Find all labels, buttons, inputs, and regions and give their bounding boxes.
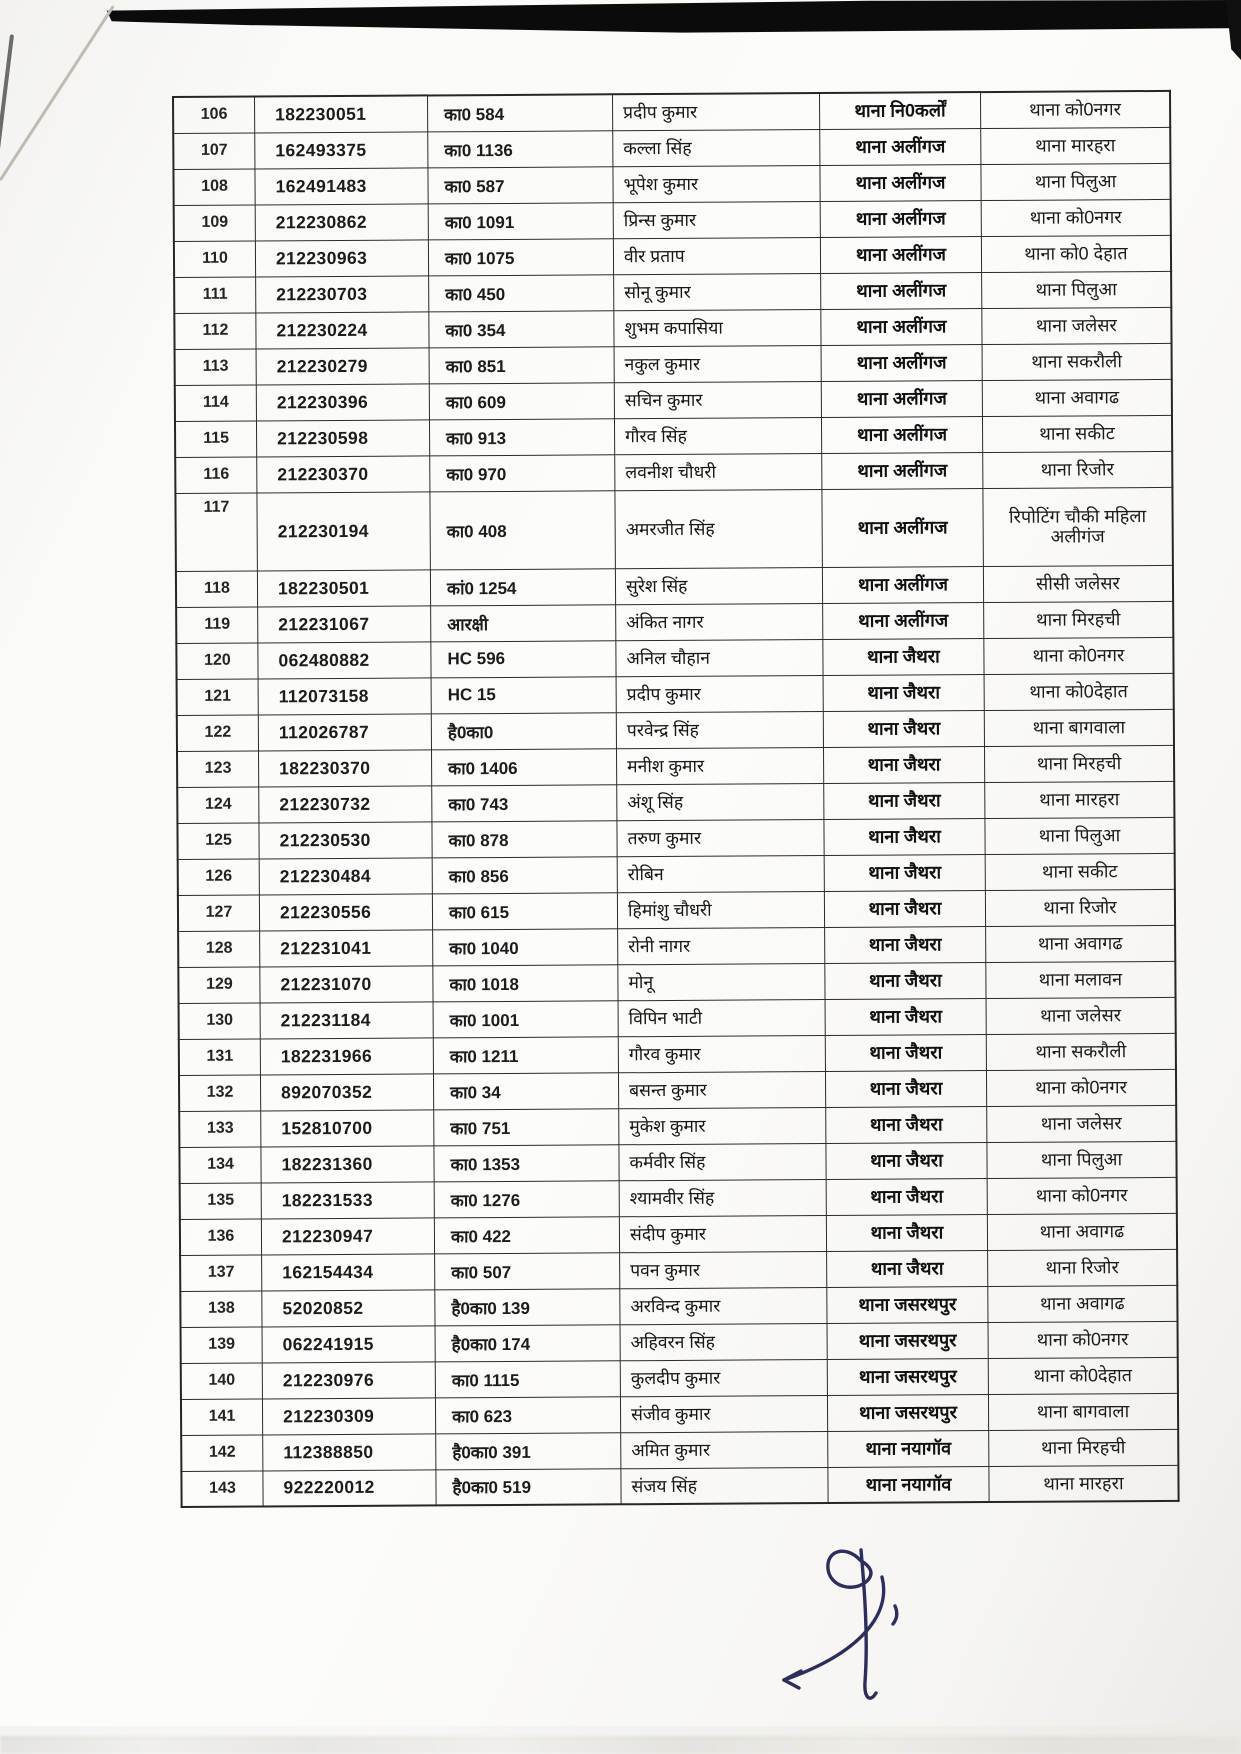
cell-name: संदीप कुमार [619,1215,826,1252]
cell-to-thana: थाना को0नगर [984,637,1174,674]
cell-pno: 212230396 [256,383,429,420]
table-row [178,853,1175,895]
cell-name: शुभम कपासिया [614,309,821,346]
table-row [179,997,1176,1039]
cell-rank: का0 1406 [431,748,616,785]
cell-to-thana: सीसी जलेसर [983,565,1173,602]
cell-to-thana: थाना पिलुआ [982,271,1172,308]
table-row [173,163,1170,205]
table-row [181,1357,1178,1399]
cell-pno: 162154434 [262,1253,435,1290]
table-row [181,1321,1178,1363]
table-row [174,271,1171,313]
cell-pno: 212231184 [260,1001,433,1038]
cell-pno: 212230598 [256,419,429,456]
cell-rank: का0 584 [428,94,613,131]
cell-rank: का0 623 [435,1396,620,1433]
cell-pno: 112073158 [258,677,431,714]
cell-name: रोबिन [617,855,824,892]
cell-pno: 162493375 [255,131,428,168]
cell-serial: 109 [174,204,256,240]
cell-pno: 892070352 [260,1073,433,1110]
cell-from-thana: थाना जैथरा [824,818,985,855]
cell-pno: 212231041 [260,929,433,966]
cell-serial: 133 [179,1110,261,1146]
cell-pno: 212231070 [260,965,433,1002]
cell-pno: 162491483 [255,167,428,204]
cell-rank: HC 596 [431,640,616,677]
table-row [173,91,1170,133]
cell-rank: का0 507 [435,1252,620,1289]
cell-rank: का0 743 [432,784,617,821]
cell-from-thana: थाना जैथरा [825,962,986,999]
cell-pno: 112388850 [263,1433,436,1470]
cell-to-thana: थाना मारहरा [981,127,1171,164]
table-row [180,1177,1177,1219]
cell-pno: 212230963 [255,239,428,276]
cell-serial: 125 [177,822,259,858]
cell-serial: 115 [175,420,257,456]
cell-serial: 106 [173,96,255,132]
table-row [177,709,1174,751]
cell-pno: 212230556 [259,893,432,930]
table-row [178,961,1175,1003]
cell-rank: है0का0 391 [436,1432,621,1469]
table-row [179,1033,1176,1075]
cell-name: संजीव कुमार [620,1395,827,1432]
cell-pno: 212230976 [262,1361,435,1398]
scan-edge-left-icon [0,34,14,166]
cell-to-thana: थाना सकीट [985,853,1175,890]
cell-serial: 117 [175,492,257,570]
table-row [175,451,1172,493]
cell-name: रोनी नागर [618,927,825,964]
table-row [179,1069,1176,1111]
table-row [175,379,1172,421]
cell-serial: 139 [181,1326,263,1362]
cell-name: अंकित नागर [616,603,823,640]
signature-ink [742,1540,920,1720]
table-row [179,1105,1176,1147]
cell-name: गौरव कुमार [618,1035,825,1072]
cell-name: वीर प्रताप [613,237,820,274]
cell-rank: का0 1353 [434,1144,619,1181]
cell-serial: 126 [178,858,260,894]
cell-name: सचिन कुमार [614,381,821,418]
cell-serial: 131 [179,1038,261,1074]
cell-from-thana: थाना अलींगज [823,602,984,639]
cell-from-thana: थाना जैथरा [827,1250,988,1287]
cell-name: प्रिन्स कुमार [613,201,820,238]
cell-to-thana: थाना मिरहची [989,1429,1179,1466]
cell-serial: 120 [176,642,258,678]
cell-from-thana: थाना जैथरा [825,998,986,1035]
cell-to-thana: थाना अवागढ [987,1213,1177,1250]
cell-pno: 212230484 [259,857,432,894]
cell-serial: 112 [174,312,256,348]
cell-to-thana: थाना को0नगर [987,1177,1177,1214]
cell-from-thana: थाना अलींगज [822,488,983,567]
table-row [180,1285,1177,1327]
cell-to-thana: थाना सकरौली [982,343,1172,380]
cell-pno: 182231360 [261,1145,434,1182]
table-row [174,235,1171,277]
cell-from-thana: थाना अलींगज [821,308,982,345]
cell-pno: 062480882 [258,641,431,678]
cell-pno: 212230947 [261,1217,434,1254]
cell-serial: 141 [181,1398,263,1434]
cell-pno: 212230732 [259,785,432,822]
cell-pno: 212231067 [258,605,431,642]
cell-rank: है0का0 519 [436,1468,621,1505]
cell-rank: का0 751 [434,1108,619,1145]
cell-rank: का0 851 [429,346,614,383]
table-row [178,889,1175,931]
cell-to-thana: थाना मारहरा [985,781,1175,818]
cell-to-thana: थाना सकरौली [986,1033,1176,1070]
cell-from-thana: थाना अलींगज [821,380,982,417]
cell-from-thana: थाना अलींगज [821,272,982,309]
cell-to-thana: थाना पिलुआ [981,163,1171,200]
table-row [176,637,1173,679]
cell-name: प्रदीप कुमार [612,93,819,130]
cell-to-thana: थाना मारहरा [989,1465,1179,1502]
cell-rank: कां0 1254 [430,568,615,605]
cell-rank: का0 408 [430,490,615,569]
table-row [180,1213,1177,1255]
table-row [175,415,1172,457]
cell-pno: 52020852 [262,1289,435,1326]
cell-from-thana: थाना जैथरा [823,710,984,747]
cell-from-thana: थाना अलींगज [821,344,982,381]
cell-name: मोनू [618,963,825,1000]
cell-serial: 107 [173,132,255,168]
cell-name: भूपेश कुमार [613,165,820,202]
cell-pno: 212230703 [256,275,429,312]
cell-name: अंशू सिंह [617,783,824,820]
cell-from-thana: थाना जसरथपुर [827,1358,988,1395]
cell-from-thana: थाना अलींगज [821,416,982,453]
cell-serial: 132 [179,1074,261,1110]
table-row [180,1249,1177,1291]
cell-serial: 134 [179,1146,261,1182]
cell-name: श्यामवीर सिंह [619,1179,826,1216]
cell-name: गौरव सिंह [614,417,821,454]
table-row [177,781,1174,823]
cell-to-thana: थाना को0नगर [988,1321,1178,1358]
scan-edge-top-icon [0,0,1241,38]
cell-rank: है0का0 174 [435,1324,620,1361]
table-row [177,745,1174,787]
cell-from-thana: थाना अलींगज [822,452,983,489]
cell-pno: 182230501 [257,569,430,606]
cell-to-thana: थाना मलावन [986,961,1176,998]
table-row [179,1141,1176,1183]
cell-to-thana: थाना अवागढ [988,1285,1178,1322]
cell-serial: 114 [175,384,257,420]
cell-rank: का0 34 [433,1072,618,1109]
cell-serial: 123 [177,750,259,786]
cell-name: प्रदीप कुमार [616,675,823,712]
cell-from-thana: थाना जैथरा [823,638,984,675]
cell-from-thana: थाना अलींगज [820,200,981,237]
table-row [173,127,1170,169]
cell-from-thana: थाना नयागॉव [828,1430,989,1467]
cell-pno: 212230194 [257,491,430,570]
cell-serial: 116 [175,456,257,492]
cell-name: कुलदीप कुमार [620,1359,827,1396]
transfer-table-grid [172,90,1180,1508]
cell-from-thana: थाना नयागॉव [828,1466,989,1503]
cell-rank: का0 1276 [434,1180,619,1217]
cell-pno: 112026787 [258,713,431,750]
cell-serial: 113 [175,348,257,384]
cell-to-thana: थाना जलेसर [982,307,1172,344]
cell-rank: का0 970 [430,454,615,491]
cell-to-thana: थाना को0नगर [986,1069,1176,1106]
table-row [174,307,1171,349]
cell-rank: का0 856 [432,856,617,893]
cell-name: कल्ला सिंह [613,129,820,166]
cell-serial: 136 [180,1218,262,1254]
table-row [175,487,1172,571]
cell-name: कर्मवीर सिंह [619,1143,826,1180]
cell-from-thana: थाना जैथरा [825,1070,986,1107]
cell-pno: 212230370 [257,455,430,492]
cell-to-thana: थाना बागवाला [988,1393,1178,1430]
cell-pno: 062241915 [262,1325,435,1362]
table-row [175,343,1172,385]
cell-to-thana: थाना रिजोर [983,451,1173,488]
cell-rank: आरक्षी [431,604,616,641]
cell-rank: HC 15 [431,676,616,713]
table-row [178,925,1175,967]
table-row [177,673,1174,715]
cell-from-thana: थाना जैथरा [826,1214,987,1251]
cell-from-thana: थाना अलींगज [820,164,981,201]
cell-serial: 118 [176,570,258,606]
cell-rank: का0 609 [429,382,614,419]
cell-to-thana: थाना पिलुआ [985,817,1175,854]
transfer-table-body [173,91,1179,1507]
cell-serial: 124 [177,786,259,822]
cell-rank: का0 1115 [435,1360,620,1397]
cell-name: परवेन्द्र सिंह [616,711,823,748]
cell-from-thana: थाना जसरथपुर [827,1394,988,1431]
cell-name: तरुण कुमार [617,819,824,856]
table-row [177,817,1174,859]
cell-to-thana: थाना को0देहात [984,673,1174,710]
cell-rank: है0का0 [431,712,616,749]
cell-from-thana: थाना जैथरा [826,1178,987,1215]
table-row [181,1393,1178,1435]
cell-to-thana: थाना मिरहची [984,601,1174,638]
cell-name: अनिल चौहान [616,639,823,676]
cell-serial: 108 [173,168,255,204]
cell-rank: का0 1040 [433,928,618,965]
cell-to-thana: थाना जलेसर [986,997,1176,1034]
cell-from-thana: थाना जैथरा [826,1106,987,1143]
cell-to-thana: थाना को0नगर [981,199,1171,236]
cell-from-thana: थाना जैथरा [823,746,984,783]
cell-to-thana: थाना रिजोर [985,889,1175,926]
cell-serial: 135 [180,1182,262,1218]
cell-to-thana: थाना पिलुआ [987,1141,1177,1178]
cell-pno: 212230279 [256,347,429,384]
cell-pno: 212230862 [255,203,428,240]
cell-serial: 142 [181,1434,263,1470]
cell-serial: 121 [177,678,259,714]
cell-from-thana: थाना जैथरा [825,926,986,963]
cell-serial: 129 [178,966,260,1002]
cell-pno: 212230224 [256,311,429,348]
cell-rank: का0 354 [429,310,614,347]
cell-serial: 119 [176,606,258,642]
cell-name: मनीश कुमार [616,747,823,784]
cell-serial: 127 [178,894,260,930]
cell-rank: का0 1136 [428,130,613,167]
cell-from-thana: थाना जैथरा [825,1034,986,1071]
cell-name: अरविन्द कुमार [620,1287,827,1324]
table-row [181,1465,1178,1507]
cell-to-thana: थाना अवागढ [986,925,1176,962]
cell-to-thana: थाना सकीट [982,415,1172,452]
cell-from-thana: थाना जसरथपुर [827,1286,988,1323]
cell-serial: 122 [177,714,259,750]
cell-to-thana: थाना को0नगर [980,91,1170,128]
cell-rank: का0 878 [432,820,617,857]
cell-to-thana: थाना रिजोर [988,1249,1178,1286]
cell-rank: का0 450 [429,274,614,311]
cell-pno: 182230051 [255,95,428,132]
cell-serial: 110 [174,240,256,276]
cell-pno: 182231966 [260,1037,433,1074]
cell-from-thana: थाना जैथरा [824,890,985,927]
cell-name: मुकेश कुमार [619,1107,826,1144]
table-row [176,565,1173,607]
cell-from-thana: थाना अलींगज [820,128,981,165]
paper-fold-line [0,5,115,181]
scan-edge-bottom-icon [0,1736,1241,1754]
cell-rank: का0 913 [429,418,614,455]
scan-edge-top-right-icon [1226,0,1241,60]
cell-from-thana: थाना जसरथपुर [827,1322,988,1359]
cell-name: अमरजीत सिंह [615,489,822,568]
cell-serial: 130 [179,1002,261,1038]
cell-pno: 922220012 [263,1469,436,1506]
cell-serial: 137 [180,1254,262,1290]
cell-pno: 182231533 [261,1181,434,1218]
cell-pno: 212230309 [262,1397,435,1434]
cell-rank: का0 1018 [433,964,618,1001]
cell-pno: 152810700 [261,1109,434,1146]
cell-name: नकुल कुमार [614,345,821,382]
cell-from-thana: थाना जैथरा [824,854,985,891]
cell-pno: 212230530 [259,821,432,858]
cell-serial: 111 [174,276,256,312]
cell-name: सुरेश सिंह [615,567,822,604]
cell-rank: का0 1211 [433,1036,618,1073]
cell-to-thana: रिपोटिंग चौकी महिला अलीगंज [983,487,1173,566]
cell-from-thana: थाना अलींगज [822,566,983,603]
cell-to-thana: थाना को0देहात [988,1357,1178,1394]
cell-serial: 140 [181,1362,263,1398]
cell-rank: है0का0 139 [435,1288,620,1325]
cell-name: अहिवरन सिंह [620,1323,827,1360]
cell-to-thana: थाना मिरहची [984,745,1174,782]
cell-from-thana: थाना जैथरा [826,1142,987,1179]
cell-name: हिमांशु चौधरी [617,891,824,928]
cell-rank: का0 615 [432,892,617,929]
cell-name: सोनू कुमार [614,273,821,310]
cell-serial: 138 [180,1290,262,1326]
cell-name: पवन कुमार [620,1251,827,1288]
cell-name: अमित कुमार [621,1431,828,1468]
cell-from-thana: थाना अलींगज [820,236,981,273]
cell-pno: 182230370 [258,749,431,786]
cell-name: लवनीश चौधरी [615,453,822,490]
cell-name: संजय सिंह [621,1467,828,1504]
cell-from-thana: थाना जैथरा [824,782,985,819]
cell-rank: का0 422 [434,1216,619,1253]
cell-serial: 128 [178,930,260,966]
cell-from-thana: थाना नि0कर्लों [819,92,980,129]
cell-rank: का0 1091 [428,202,613,239]
cell-name: विपिन भाटी [618,999,825,1036]
cell-rank: का0 1001 [433,1000,618,1037]
table-row [176,601,1173,643]
table-row [174,199,1171,241]
table-row [181,1429,1178,1471]
cell-to-thana: थाना बागवाला [984,709,1174,746]
cell-rank: का0 1075 [428,238,613,275]
cell-from-thana: थाना जैथरा [823,674,984,711]
cell-name: बसन्त कुमार [618,1071,825,1108]
cell-to-thana: थाना अवागढ [982,379,1172,416]
cell-to-thana: थाना जलेसर [987,1105,1177,1142]
cell-rank: का0 587 [428,166,613,203]
cell-serial: 143 [181,1470,263,1506]
cell-to-thana: थाना को0 देहात [981,235,1171,272]
transfer-table [172,91,1147,1508]
